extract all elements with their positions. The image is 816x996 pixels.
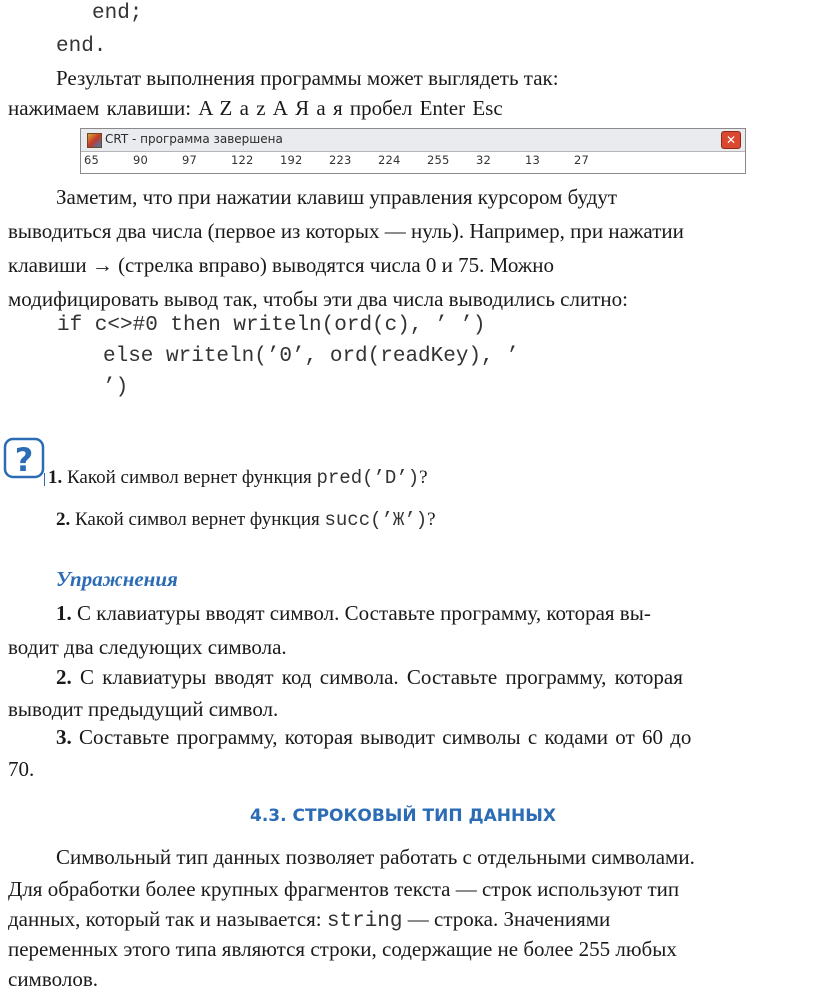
section-line-4: переменных этого типа являются строки, содержащие не более 255 любых: [8, 937, 677, 961]
paragraph1-line-1: Заметим, что при нажатии клавиш управления курсором будут: [56, 185, 618, 209]
exercise-2-line-1: [56, 660, 683, 694]
crt-window-title: CRT - программа завершена: [105, 132, 283, 146]
exercise-2-number: 2.: [56, 665, 72, 689]
crt-output-value: 192: [280, 153, 303, 167]
crt-output-value: 65: [84, 153, 100, 167]
crt-output-value: 27: [574, 153, 590, 167]
exercise-3-line-2: 70.: [8, 757, 35, 781]
exercise-1-number: 1.: [56, 601, 72, 625]
crt-output-value: 122: [231, 153, 254, 167]
code-line-end-dot: end.: [56, 35, 107, 58]
section-line-1: Символьный тип данных позволяет работать с отдельными символами.: [56, 845, 695, 869]
crt-output-line: [84, 153, 623, 171]
exercises-title: Упражнения: [56, 567, 178, 591]
crt-output-value: 255: [427, 153, 450, 167]
paragraph1-line-4: модифицировать вывод так, чтобы эти два числа выводились слитно:: [8, 287, 628, 311]
intro-line-2: нажимаем клавиши: A Z a z А Я а я пробел Enter Esc: [8, 96, 503, 120]
code-block-line-1: if c<>#0 then writeln(ord(c), ’ ’): [57, 314, 486, 337]
close-icon[interactable]: ✕: [721, 131, 741, 149]
question-2: [56, 509, 436, 531]
exercise-2-text-line-1: С клавиатуры вводят код символа. Составьте программу, которая: [80, 665, 683, 689]
crt-output-value: 90: [133, 153, 149, 167]
section-line-3-part-b: — строка. Значениями: [407, 907, 611, 931]
crt-app-icon: [87, 133, 102, 148]
crt-output-value: 223: [329, 153, 352, 167]
paragraph1-line-3: клавиши → (стрелка вправо) выводятся числа 0 и 75. Можно: [8, 253, 555, 277]
code-block-line-3: ’): [103, 376, 129, 399]
crt-output-value: 32: [476, 153, 492, 167]
crt-window: [80, 128, 746, 174]
question-1-number: 1.: [48, 467, 63, 488]
question-1-text: Какой символ вернет функция: [67, 467, 312, 488]
crt-titlebar: [81, 129, 745, 152]
question-1-end: ?: [419, 467, 428, 488]
exercise-3-line-1: [56, 720, 691, 754]
section-title: 4.3. СТРОКОВЫЙ ТИП ДАННЫХ: [250, 806, 556, 826]
exercise-1-line-1: [8, 596, 810, 630]
question-2-number: 2.: [56, 509, 71, 530]
exercise-1-line-2: водит два следующих символа.: [8, 635, 287, 659]
crt-output-value: 97: [182, 153, 198, 167]
question-1-code: pred(’D’): [316, 467, 420, 489]
exercise-2-line-2: выводит предыдущий символ.: [8, 697, 279, 721]
section-line-3-code: string: [326, 910, 403, 933]
crt-output-value: 13: [525, 153, 541, 167]
code-line-end-semicolon: end;: [92, 2, 143, 25]
section-line-3-part-a: данных, который так и называется:: [8, 907, 322, 931]
paragraph1-line-2: выводиться два числа (первое из которых — нуль). Например, при нажатии: [8, 219, 684, 243]
section-line-5: символов.: [8, 967, 98, 991]
intro-line-1: Результат выполнения программы может выглядеть так:: [56, 66, 559, 90]
code-block-line-2: else writeln(’0’, ord(readKey), ’: [103, 345, 519, 368]
question-2-code: succ(’Ж’): [324, 509, 428, 531]
question-2-text: Какой символ вернет функция: [75, 509, 320, 530]
exercise-3-number: 3.: [56, 725, 72, 749]
section-line-2: Для обработки более крупных фрагментов текста — строк используют тип: [8, 877, 680, 901]
question-2-end: ?: [427, 509, 436, 530]
question-icon: [3, 437, 45, 487]
exercise-1-text-line-1: С клавиатуры вводят символ. Составьте программу, которая вы-: [77, 601, 651, 625]
question-1: [48, 467, 428, 489]
exercise-3-text-line-1: Составьте программу, которая выводит символы с кодами от 60 до: [79, 725, 692, 749]
crt-output-value: 224: [378, 153, 401, 167]
question-icon-glyph: ?: [14, 441, 34, 479]
